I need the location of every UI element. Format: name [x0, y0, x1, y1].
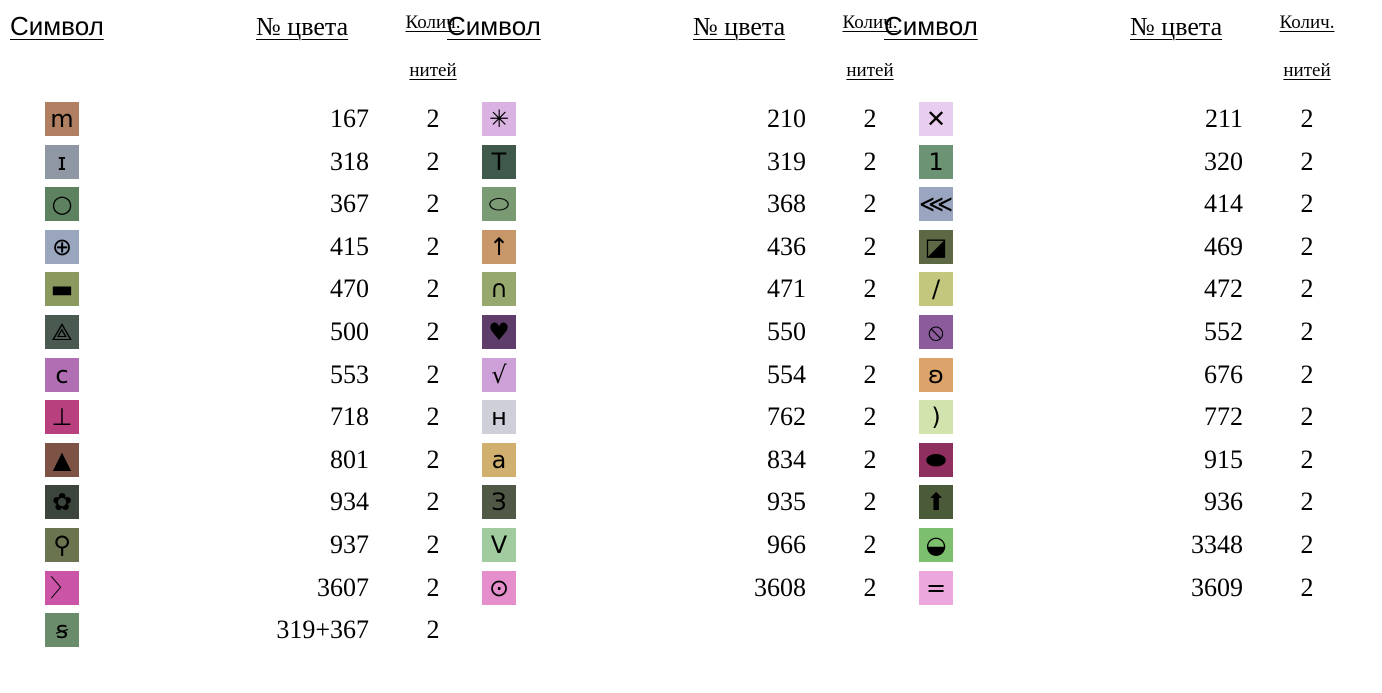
thread-count: 2: [863, 104, 877, 133]
color-number: 552: [1204, 316, 1243, 346]
triple-chevron-left-icon: ⋘: [919, 187, 953, 221]
legend-row: [874, 311, 1334, 354]
heart-icon: ♥: [482, 315, 516, 349]
thread-count: 2: [1300, 316, 1314, 346]
legend-row: [874, 226, 1334, 269]
color-number: 470: [330, 274, 369, 304]
thread-count: 2: [426, 615, 440, 645]
thread-count: 2: [1300, 189, 1314, 219]
crossed-circle-icon: ⦸: [919, 315, 953, 349]
thread-count: 2: [426, 146, 440, 176]
pill-icon: ⬭: [482, 187, 516, 221]
thread-count: 2: [1300, 572, 1314, 602]
arch-icon: ∩: [482, 272, 516, 306]
chevron-right-icon: 〉: [45, 571, 79, 605]
thread-count: 2: [1300, 146, 1314, 176]
digit-one-icon: 1: [919, 145, 953, 179]
color-number: 319: [767, 146, 806, 176]
legend-row: [437, 226, 897, 269]
thread-count: 2: [426, 572, 440, 602]
color-number: 368: [767, 189, 806, 219]
thread-count: 2: [426, 104, 440, 133]
legend-row: [874, 396, 1334, 439]
slanted-pill-icon: ⬬: [919, 443, 953, 477]
digit-three-icon: З: [482, 485, 516, 519]
header-color-number: № цвета: [693, 12, 786, 41]
legend-row: [437, 98, 897, 141]
color-number: 762: [767, 402, 806, 432]
header-count-line1: Колич.: [405, 12, 461, 33]
color-number: 936: [1204, 487, 1243, 517]
thread-count: 2: [863, 359, 877, 389]
color-number: 718: [330, 402, 369, 432]
legend-row: [0, 98, 460, 141]
color-number: 414: [1204, 189, 1243, 219]
header-color-number: № цвета: [256, 12, 349, 41]
color-number: 167: [330, 104, 369, 133]
arrow-up-icon: ↑: [482, 230, 516, 264]
color-number: 915: [1204, 444, 1243, 474]
half-square-icon: ◪: [919, 230, 953, 264]
thread-count: 2: [863, 189, 877, 219]
anchor-icon: ⊥: [45, 400, 79, 434]
legend-row: [874, 183, 1334, 226]
color-number: 469: [1204, 231, 1243, 261]
color-number: 801: [330, 444, 369, 474]
legend-row: [0, 396, 460, 439]
header-count-line2: нитей: [409, 60, 457, 81]
thread-count: 2: [863, 402, 877, 432]
column-header: [874, 0, 1334, 95]
color-number: 210: [767, 104, 806, 133]
header-symbol: Символ: [10, 11, 104, 41]
color-number: 834: [767, 444, 806, 474]
letter-m-icon: m: [45, 102, 79, 136]
color-number: 320: [1204, 146, 1243, 176]
legend-row: [437, 524, 897, 567]
circle-icon: ○: [45, 187, 79, 221]
legend-row: [437, 481, 897, 524]
thread-count: 2: [1300, 231, 1314, 261]
color-number: 319+367: [276, 615, 369, 645]
bold-arrow-up-icon: ⬆: [919, 485, 953, 519]
color-number: 318: [330, 146, 369, 176]
legend-row: [874, 439, 1334, 482]
thread-count: 2: [426, 444, 440, 474]
circled-plus-icon: ⊕: [45, 230, 79, 264]
legend-row: [437, 311, 897, 354]
thread-count: 2: [1300, 444, 1314, 474]
thread-count: 2: [863, 572, 877, 602]
header-count-line1: Колич.: [842, 12, 898, 33]
color-number: 553: [330, 359, 369, 389]
thread-count: 2: [863, 146, 877, 176]
legend-row: [0, 183, 460, 226]
legend-row: [0, 609, 460, 652]
legend-column-2: [437, 0, 897, 693]
legend-row: [874, 567, 1334, 610]
color-number: 550: [767, 316, 806, 346]
letter-t-icon: T: [482, 145, 516, 179]
thread-count: 2: [863, 529, 877, 559]
legend-rows: [874, 98, 1334, 609]
circled-dot-icon: ⊙: [482, 571, 516, 605]
pin-icon: ⚲: [45, 528, 79, 562]
legend-row: [0, 268, 460, 311]
legend-row: [437, 183, 897, 226]
header-count-line1: Колич.: [1279, 12, 1335, 33]
thread-count: 2: [863, 274, 877, 304]
spiral-icon: ʚ: [919, 358, 953, 392]
thread-count: 2: [1300, 274, 1314, 304]
color-number: 3608: [754, 572, 806, 602]
legend-row: [0, 481, 460, 524]
color-number: 471: [767, 274, 806, 304]
thread-count: 2: [426, 274, 440, 304]
legend-row: [874, 481, 1334, 524]
legend-row: [437, 396, 897, 439]
header-symbol: Символ: [884, 11, 978, 41]
legend-row: [0, 226, 460, 269]
thread-count: 2: [863, 316, 877, 346]
legend-row: [874, 524, 1334, 567]
script-a-icon: a: [482, 443, 516, 477]
thread-count: 2: [426, 402, 440, 432]
squiggle-s-icon: ꞩ: [45, 613, 79, 647]
color-number: 934: [330, 487, 369, 517]
asterisk-icon: ✳: [482, 102, 516, 136]
legend-row: [874, 141, 1334, 184]
color-number: 3348: [1191, 529, 1243, 559]
legend-row: [437, 439, 897, 482]
thread-count: 2: [426, 359, 440, 389]
legend-rows: [437, 98, 897, 609]
legend-rows: [0, 98, 460, 652]
header-color-number: № цвета: [1130, 12, 1223, 41]
column-header: [437, 0, 897, 95]
thread-count: 2: [863, 231, 877, 261]
half-circle-icon: ◒: [919, 528, 953, 562]
header-count-line2: нитей: [1283, 60, 1331, 81]
thread-count: 2: [1300, 402, 1314, 432]
legend-row: [0, 354, 460, 397]
legend-row: [437, 567, 897, 610]
thread-count: 2: [426, 316, 440, 346]
color-number: 935: [767, 487, 806, 517]
slash-icon: ∕: [919, 272, 953, 306]
thread-count: 2: [1300, 104, 1314, 133]
legend-row: [0, 524, 460, 567]
letter-n-icon: н: [482, 400, 516, 434]
color-number: 500: [330, 316, 369, 346]
checkmark-icon: √: [482, 358, 516, 392]
legend-column-1: [0, 0, 460, 693]
flower-icon: ✿: [45, 485, 79, 519]
color-number: 3609: [1191, 572, 1243, 602]
column-header: [0, 0, 460, 95]
legend-row: [874, 354, 1334, 397]
thread-count: 2: [1300, 359, 1314, 389]
thread-count: 2: [1300, 529, 1314, 559]
color-number: 554: [767, 359, 806, 389]
letter-v-icon: V: [482, 528, 516, 562]
header-count-line2: нитей: [846, 60, 894, 81]
legend-row: [0, 311, 460, 354]
color-number: 676: [1204, 359, 1243, 389]
color-number: 211: [1204, 104, 1243, 133]
right-paren-icon: ): [919, 400, 953, 434]
equals-icon: =: [919, 571, 953, 605]
triangle-icon: ⟁: [45, 315, 79, 349]
filled-triangle-icon: ▲: [45, 443, 79, 477]
color-number: 966: [767, 529, 806, 559]
color-number: 436: [767, 231, 806, 261]
thread-count: 2: [1300, 487, 1314, 517]
color-number: 415: [330, 231, 369, 261]
minus-bar-icon: ▬: [45, 272, 79, 306]
color-number: 367: [330, 189, 369, 219]
thread-count: 2: [863, 444, 877, 474]
legend-column-3: [874, 0, 1334, 693]
thread-count: 2: [426, 487, 440, 517]
letter-c-icon: c: [45, 358, 79, 392]
color-number: 472: [1204, 274, 1243, 304]
thread-count: 2: [426, 231, 440, 261]
legend-row: [0, 439, 460, 482]
header-symbol: Символ: [447, 11, 541, 41]
legend-row: [0, 141, 460, 184]
legend-row: [874, 268, 1334, 311]
color-number: 3607: [317, 572, 369, 602]
legend-row: [437, 268, 897, 311]
color-number: 772: [1204, 402, 1243, 432]
color-number: 937: [330, 529, 369, 559]
legend-row: [874, 98, 1334, 141]
thread-count: 2: [426, 189, 440, 219]
cross-icon: ✕: [919, 102, 953, 136]
legend-row: [437, 141, 897, 184]
i-beam-icon: ɪ: [45, 145, 79, 179]
legend-row: [437, 354, 897, 397]
thread-count: 2: [426, 529, 440, 559]
thread-count: 2: [863, 487, 877, 517]
legend-row: [0, 567, 460, 610]
